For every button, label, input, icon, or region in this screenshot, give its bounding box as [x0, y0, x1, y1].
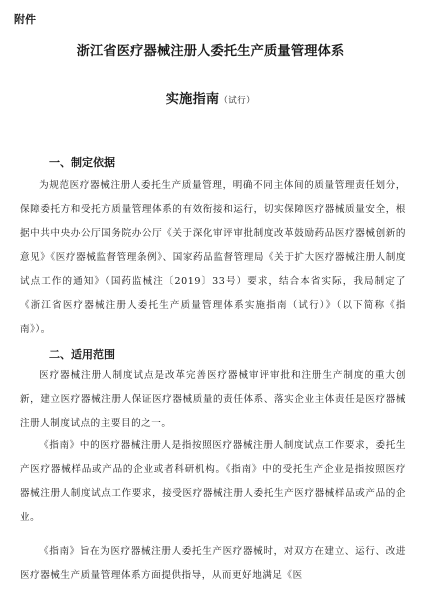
section-heading-basis: 一、制定依据	[49, 156, 115, 169]
paragraph-scope-purpose: 《指南》旨在为医疗器械注册人委托生产医疗器械时，对双方在建立、运行、改进医疗器械生产质量管理体系方面提供指导，从而更好地满足《医	[20, 546, 406, 581]
paragraph-scope-definitions: 《指南》中的医疗器械注册人是指按照医疗器械注册人制度试点工作要求，委托生产医疗器械样品或产品的企业或者科研机构。《指南》中的受托生产企业是指按照医疗器械注册人制度试点工作要求，接受医疗器械注册人委托生产医疗器械样品或产品的企业。	[20, 440, 406, 523]
document-subtitle	[0, 91, 421, 110]
attachment-label: 附件	[14, 13, 36, 26]
paragraph-scope-pilot: 医疗器械注册人制度试点是改革完善医疗器械审评审批和注册生产制度的重大创新，建立医疗器械注册人保证医疗器械质量的责任体系、落实企业主体责任是医疗器械注册人制度试点的主要目的之一。	[20, 370, 406, 429]
section-heading-scope: 二、适用范围	[49, 348, 115, 361]
document-subtitle-text: 实施指南	[165, 92, 220, 107]
paragraph-basis: 为规范医疗器械注册人委托生产质量管理，明确不同主体间的质量管理责任划分，保障委托方和受托方质量管理体系的有效衔接和运行，切实保障医疗器械质量安全，根据中共中央办公厅国务院办公厅《关于深化审评审批制度改革鼓励药品医疗器械创新的意见》《医疗器械监督管理条例》、国家药品监督管理局《关于扩大医疗器械注册人制度试点工作的通知》（国药监械注〔2019〕33号）要求，结合本省实际，我局制定了《浙江省医疗器械注册人委托生产质量管理体系实施指南（试行）》（以下简称《指南》）。	[20, 180, 406, 335]
trial-suffix: （试行）	[219, 96, 256, 106]
document-title: 浙江省医疗器械注册人委托生产质量管理体系	[76, 44, 345, 59]
